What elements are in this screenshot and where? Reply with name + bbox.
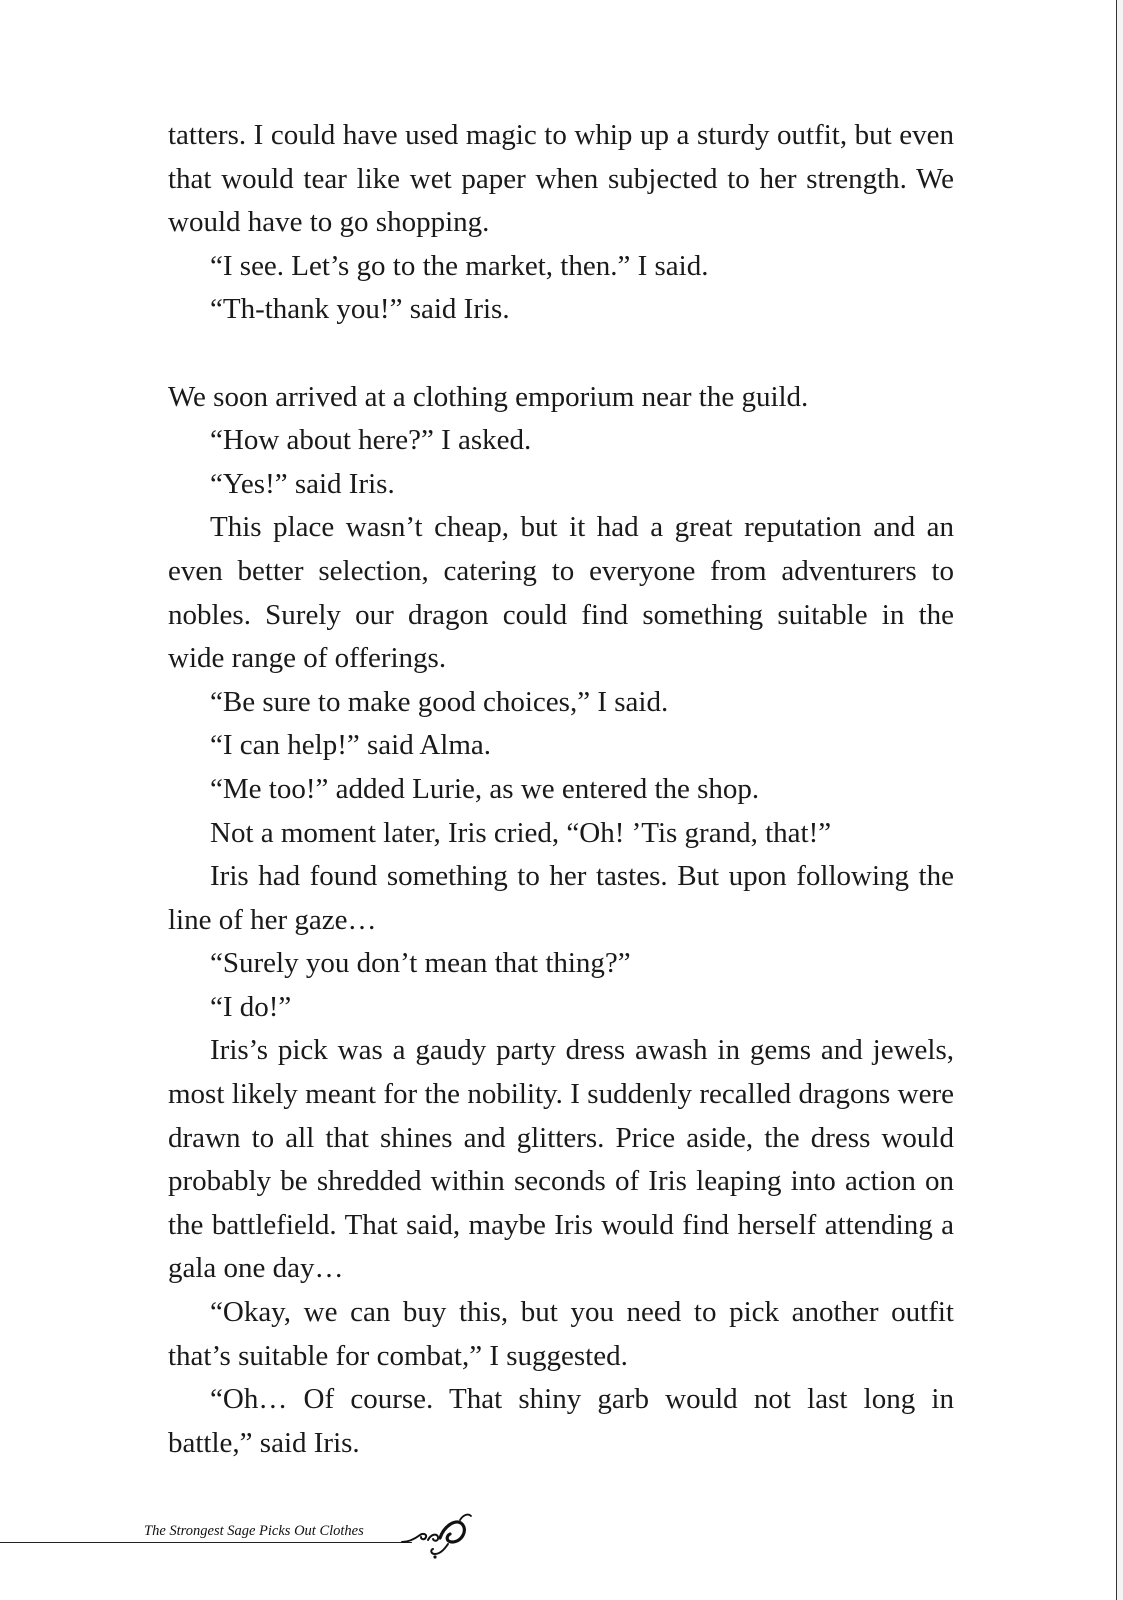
scene-break — [168, 332, 954, 376]
body-text — [168, 114, 954, 1465]
paragraph: “I see. Let’s go to the market, then.” I said. — [210, 249, 709, 282]
paragraph: “I can help!” said Alma. — [210, 729, 492, 762]
footer-rule — [0, 1542, 412, 1543]
paragraph: Iris’s pick was a gaudy party dress awash in gems and jewels, most likely meant for the nobility. I suddenly recalled dragons were drawn to all that shines and glitters. Price aside, the dress would probably be shredded within seconds of Iris leaping into action on the battlefield. That said, maybe Iris would find herself attending a gala one day… — [168, 1034, 954, 1285]
paragraph: Not a moment later, Iris cried, “Oh! ’Tis grand, that!” — [210, 816, 832, 849]
paragraph: “Surely you don’t mean that thing?” — [210, 947, 631, 980]
paragraph: “Me too!” added Lurie, as we entered the shop. — [210, 772, 760, 805]
page-edge — [1116, 0, 1123, 1600]
paragraph: This place wasn’t cheap, but it had a great reputation and an even better selection, catering to everyone from adventurers to nobles. Surely our dragon could find something suitable in the wide range of offerings. — [168, 511, 954, 675]
paragraph: Iris had found something to her tastes. But upon following the line of her gaze… — [168, 860, 954, 936]
paragraph: We soon arrived at a clothing emporium near the guild. — [168, 380, 809, 413]
paragraph: “Th-thank you!” said Iris. — [210, 293, 510, 326]
running-title: The Strongest Sage Picks Out Clothes — [144, 1523, 364, 1539]
paragraph: “Oh… Of course. That shiny garb would not last long in battle,” said Iris. — [168, 1383, 954, 1459]
paragraph: “I do!” — [210, 990, 292, 1023]
paragraph: tatters. I could have used magic to whip up a sturdy outfit, but even that would tear like wet paper when subjected to her strength. We would have to go shopping. — [168, 119, 954, 239]
page-footer — [0, 1508, 500, 1598]
flourish-ornament-icon — [400, 1508, 490, 1568]
paragraph: “Okay, we can buy this, but you need to pick another outfit that’s suitable for combat,” I suggested. — [168, 1296, 954, 1372]
paragraph: “Yes!” said Iris. — [210, 467, 395, 500]
paragraph: “Be sure to make good choices,” I said. — [210, 685, 669, 718]
paragraph: “How about here?” I asked. — [210, 424, 532, 457]
